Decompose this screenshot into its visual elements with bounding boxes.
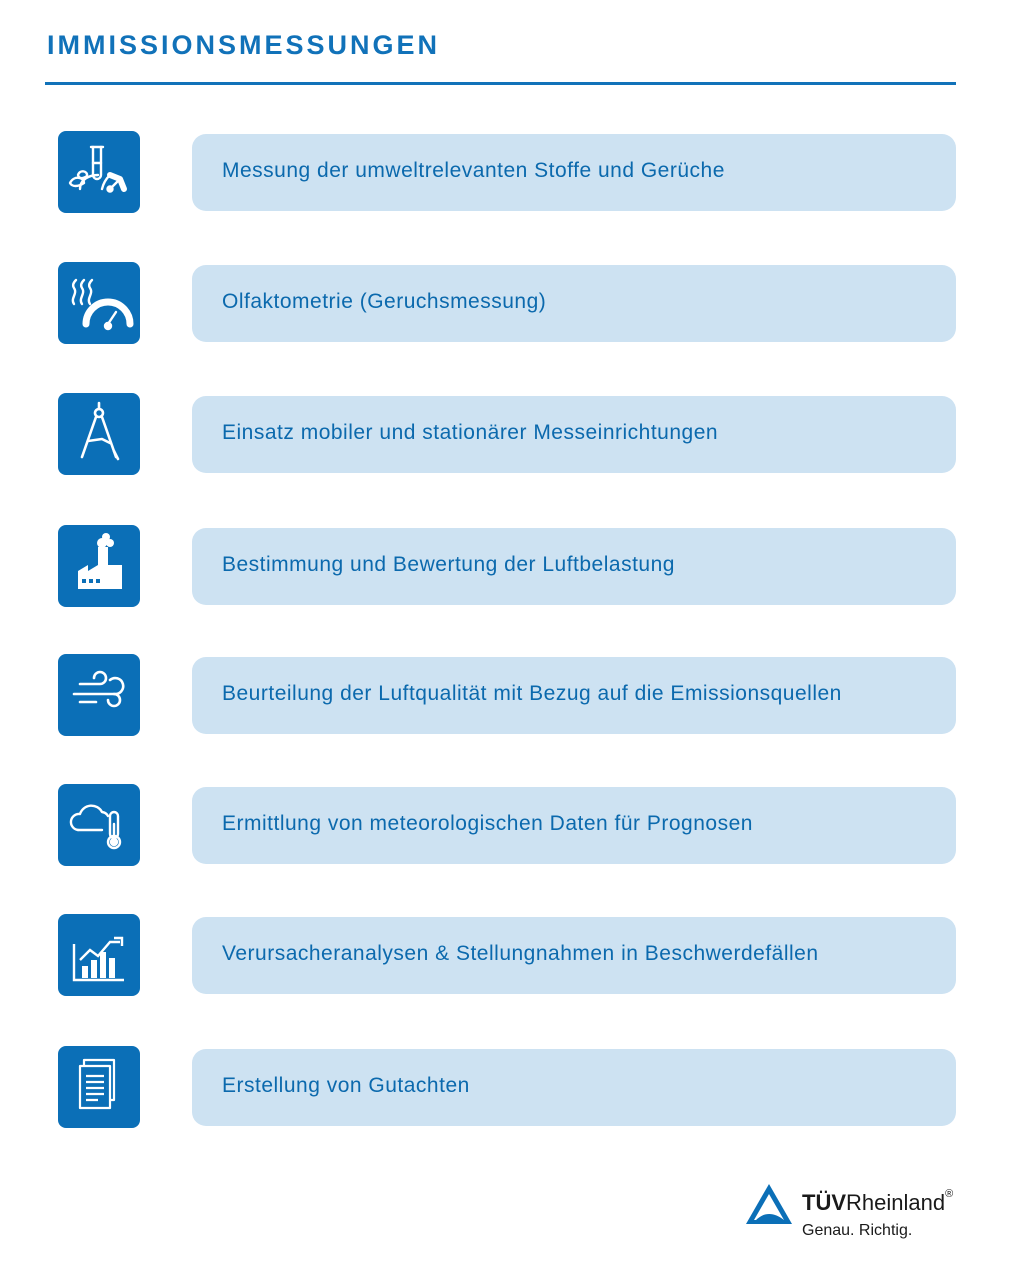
item-pill <box>192 528 956 605</box>
bar-chart-trend-icon <box>58 914 140 996</box>
list-item <box>0 525 1024 607</box>
logo-tagline: Genau. Richtig. <box>802 1222 913 1239</box>
item-pill <box>192 396 956 473</box>
item-pill <box>192 787 956 864</box>
factory-icon <box>58 525 140 607</box>
item-label: Messung der umweltrelevanten Stoffe und Gerüche <box>222 159 725 182</box>
list-item <box>0 654 1024 736</box>
item-label: Beurteilung der Luftqualität mit Bezug auf die Emissionsquellen <box>222 682 842 705</box>
item-pill <box>192 1049 956 1126</box>
logo-brand-regular: Rheinland <box>846 1190 946 1215</box>
list-item <box>0 131 1024 213</box>
page-title: IMMISSIONSMESSUNGEN <box>47 30 441 60</box>
flask-leaf-gauge-icon <box>58 131 140 213</box>
list-item <box>0 1046 1024 1128</box>
list-item <box>0 393 1024 475</box>
odor-gauge-icon <box>58 262 140 344</box>
item-label: Verursacheranalysen & Stellungnahmen in Beschwerdefällen <box>222 942 819 965</box>
title-divider <box>45 82 956 85</box>
compass-icon <box>58 393 140 475</box>
item-pill <box>192 657 956 734</box>
list-item <box>0 914 1024 996</box>
item-label: Erstellung von Gutachten <box>222 1074 470 1097</box>
logo-registered: ® <box>945 1188 954 1200</box>
cloud-thermometer-icon <box>58 784 140 866</box>
item-label: Ermittlung von meteorologischen Daten für Prognosen <box>222 812 753 835</box>
logo-brand-bold: TÜV <box>802 1190 846 1215</box>
item-label: Olfaktometrie (Geruchsmessung) <box>222 290 547 313</box>
item-pill <box>192 917 956 994</box>
list-item <box>0 784 1024 866</box>
item-pill <box>192 265 956 342</box>
item-pill <box>192 134 956 211</box>
documents-icon <box>58 1046 140 1128</box>
wind-icon <box>58 654 140 736</box>
item-label: Einsatz mobiler und stationärer Messeinrichtungen <box>222 421 719 444</box>
tuv-rheinland-logo <box>744 1182 994 1246</box>
item-label: Bestimmung und Bewertung der Luftbelastung <box>222 553 675 576</box>
list-item <box>0 262 1024 344</box>
tuv-triangle-icon <box>744 1182 794 1226</box>
